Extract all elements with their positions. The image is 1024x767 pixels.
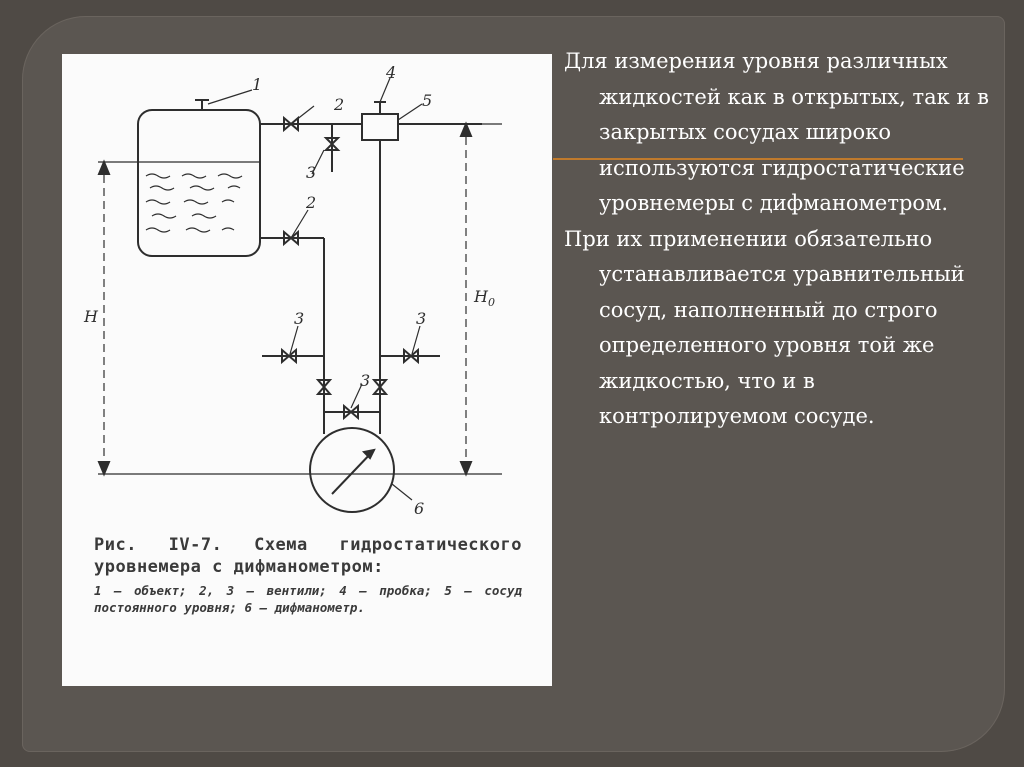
manometer-dial — [310, 428, 394, 512]
caption-title: Рис. IV-7. Схема гидростатического уровнемера с дифманометром: — [94, 535, 522, 577]
paragraph-2: При их применении обязательно устанавливается уравнительный сосуд, наполненный до строго определенного уровня той же жидкостью, что и в контролируемом сосуде. — [564, 226, 965, 428]
slide-text — [564, 44, 1004, 435]
label-H0: $H_0$ — [474, 287, 495, 309]
label-3c: 3 — [416, 309, 427, 328]
tank-object — [138, 110, 260, 256]
label-3a: 3 — [306, 163, 317, 182]
figure-caption — [94, 534, 522, 616]
caption-legend: 1 — объект; 2, 3 — вентили; 4 — пробка; 5 — сосуд постоянного уровня; 6 — дифманометр. — [94, 583, 522, 615]
label-3d: 3 — [360, 371, 371, 390]
label-2a: 2 — [334, 95, 345, 114]
label-2b: 2 — [306, 193, 317, 212]
paragraph-1: Для измерения уровня различных жидкостей как в открытых, так и в закрытых сосудах широко используются гидростатические уровнемеры с дифманометром. — [564, 49, 989, 215]
label-4: 4 — [386, 63, 397, 82]
label-H: H — [84, 307, 98, 326]
label-1: 1 — [252, 75, 263, 94]
label-3b: 3 — [294, 309, 305, 328]
figure-card — [62, 54, 552, 686]
label-5: 5 — [422, 91, 433, 110]
label-6: 6 — [414, 499, 425, 518]
